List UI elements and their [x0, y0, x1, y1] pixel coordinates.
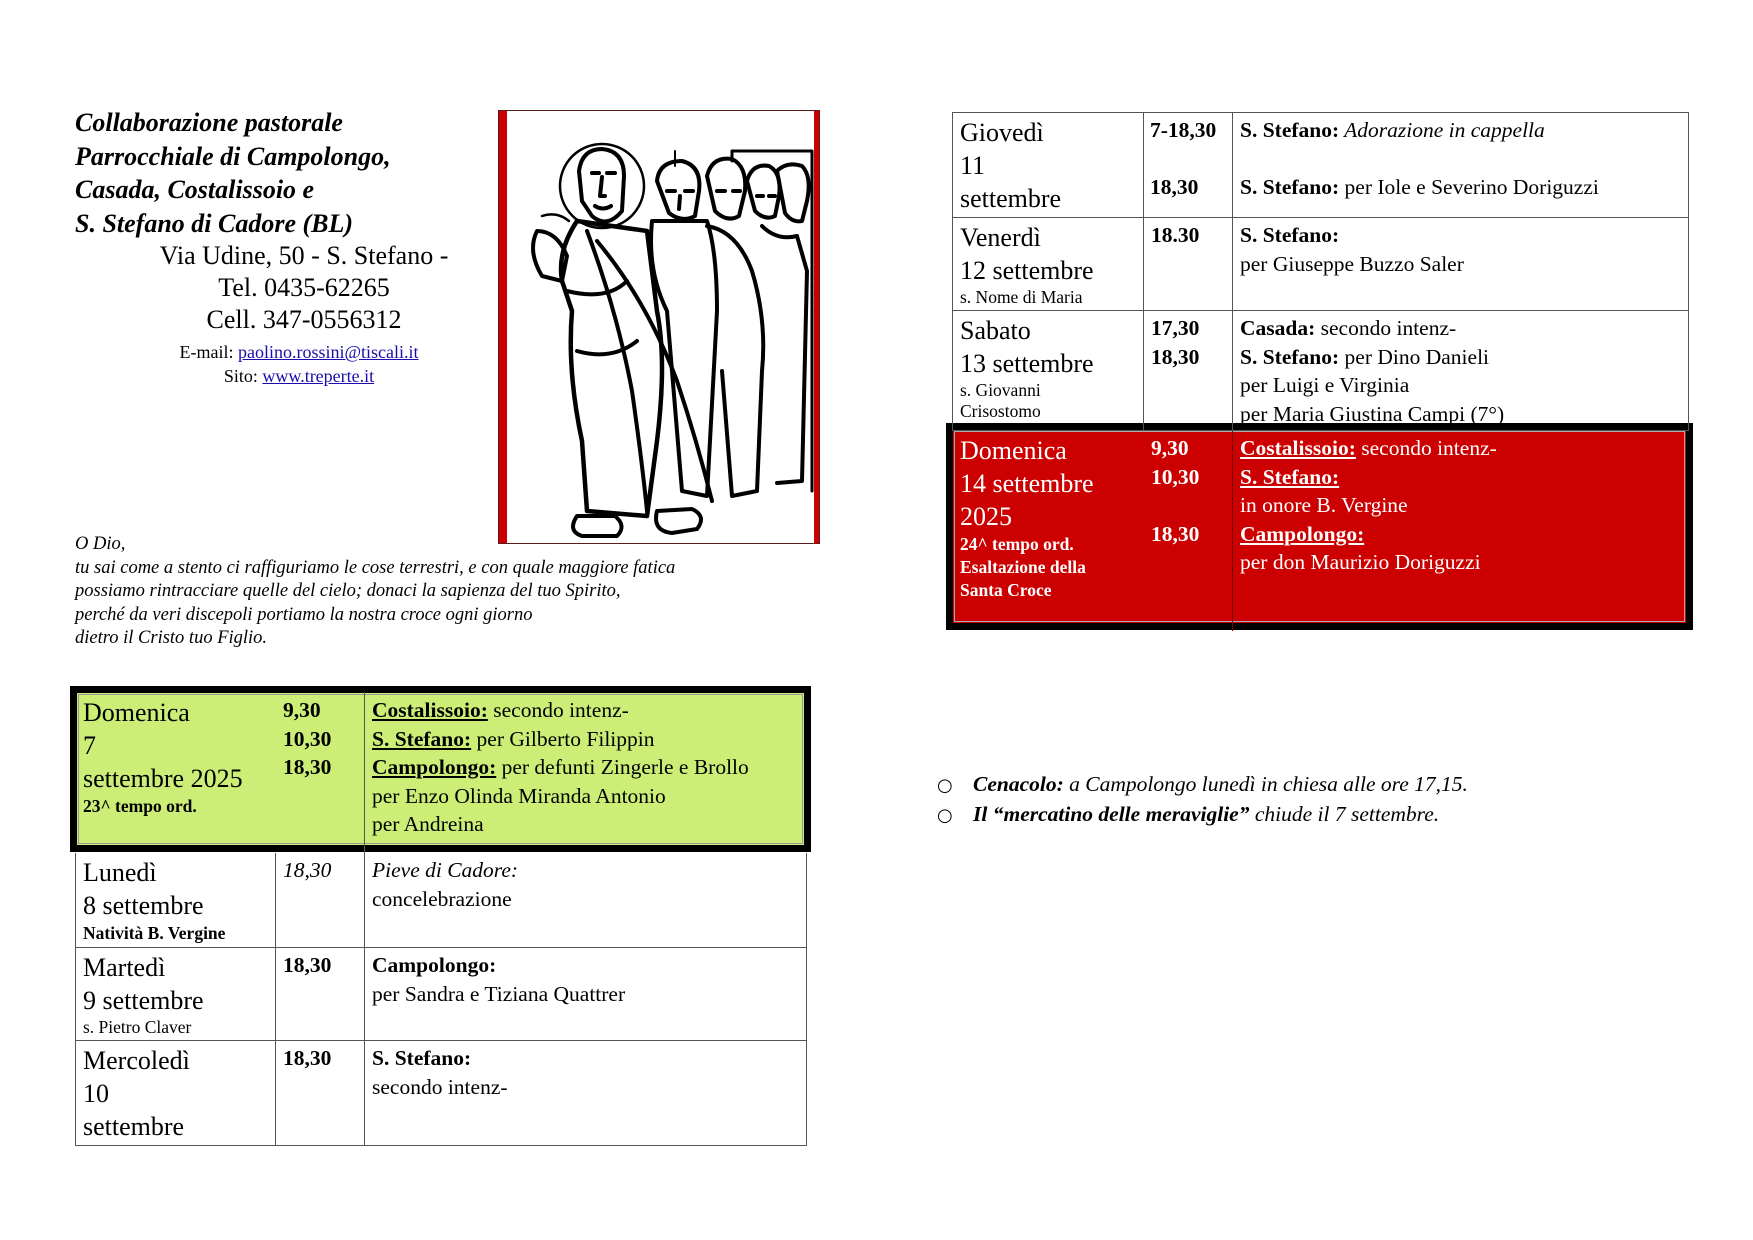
intention-cell — [1233, 218, 1689, 311]
intention: per Andreina — [372, 812, 484, 836]
table-row — [953, 218, 1689, 311]
prayer-text — [75, 533, 835, 651]
date-line: settembre 2025 — [83, 764, 243, 793]
date-line: 11 — [960, 151, 986, 180]
announcement-text: chiude il 7 settembre. — [1249, 802, 1440, 826]
place: S. Stefano: — [372, 1046, 472, 1070]
place: S. Stefano: — [1240, 464, 1340, 489]
time: 18,30 — [1151, 521, 1200, 546]
intention-cell — [1233, 113, 1689, 218]
time: 18,30 — [1151, 344, 1200, 369]
liturgy-note: 23^ tempo ord. — [83, 796, 197, 816]
saint-note: s. Giovanni — [960, 380, 1041, 400]
date-line: 10 — [83, 1079, 109, 1108]
liturgy-note: Natività B. Vergine — [83, 923, 226, 943]
prayer-line: possiamo rintracciare quelle del cielo; donaci la sapienza del tuo Spirito, — [75, 581, 621, 601]
date-line: 2025 — [960, 502, 1012, 531]
place: Costalissoio: — [1240, 436, 1356, 460]
title-line: Collaborazione pastorale — [75, 108, 343, 137]
liturgy-note: Santa Croce — [960, 580, 1052, 600]
title-line: Casada, Costalissoio e — [75, 175, 315, 204]
place: S. Stefano: — [1240, 175, 1340, 199]
intention: per defunti Zingerle e Brollo — [496, 755, 749, 779]
table-row — [76, 853, 807, 948]
list-item — [937, 770, 1468, 800]
table-row — [76, 693, 807, 853]
address: Via Udine, 50 - S. Stefano - — [159, 241, 449, 270]
email-label: E-mail: — [179, 342, 238, 362]
announcements-list — [937, 770, 1468, 830]
telephone: Tel. 0435-62265 — [218, 273, 390, 302]
table-row — [76, 948, 807, 1041]
date-line: 12 settembre — [960, 256, 1094, 285]
intention: secondo intenz- — [1315, 316, 1457, 340]
intention: per Gilberto Filippin — [471, 726, 655, 751]
email-link[interactable]: paolino.rossini@tiscali.it — [237, 342, 419, 362]
bullet-icon: ○ — [937, 805, 953, 826]
day-cell — [953, 431, 1144, 631]
prayer-line: dietro il Cristo tuo Figlio. — [75, 628, 268, 648]
place: S. Stefano: — [1240, 118, 1340, 142]
place: Pieve di Cadore: — [372, 858, 519, 882]
list-item — [937, 800, 1468, 830]
time-cell — [276, 948, 365, 1041]
intention-cell — [365, 948, 807, 1041]
intention: per don Maurizio Doriguzzi — [1240, 550, 1481, 574]
place: Campolongo: — [372, 755, 497, 779]
time-cell — [1144, 311, 1233, 431]
day-cell — [76, 1041, 276, 1146]
time: 10,30 — [1151, 464, 1200, 489]
table-row — [953, 311, 1689, 431]
cellphone: Cell. 347-0556312 — [206, 305, 402, 334]
jesus-with-disciples-illustration — [498, 110, 820, 544]
saint-note: s. Pietro Claver — [83, 1017, 192, 1037]
title-line: Parrocchiale di Campolongo, — [75, 141, 391, 171]
time-cell — [1144, 218, 1233, 311]
intention-cell — [1233, 431, 1689, 631]
date-line: 13 settembre — [960, 349, 1094, 378]
site-label: Sito: — [223, 366, 263, 386]
time-cell — [276, 853, 365, 948]
day-name: Lunedì — [83, 858, 157, 887]
frame-bar-left — [499, 111, 507, 543]
intention: secondo intenz- — [1355, 436, 1497, 460]
saint-note: s. Nome di Maria — [960, 287, 1083, 307]
address-block — [75, 240, 505, 336]
intention-cell — [365, 1041, 807, 1146]
intention: secondo intenz- — [372, 1074, 508, 1099]
title-line: S. Stefano di Cadore (BL) — [75, 208, 354, 238]
time: 10,30 — [283, 726, 332, 751]
intention: concelebrazione — [372, 886, 512, 911]
intention: per Enzo Olinda Miranda Antonio — [372, 783, 666, 808]
intention: Adorazione in cappella — [1339, 118, 1545, 142]
date-line: settembre — [83, 1112, 185, 1141]
day-cell — [953, 311, 1144, 431]
date-line: 8 settembre — [83, 891, 204, 920]
date-line: 9 settembre — [83, 986, 204, 1015]
bullet-icon: ○ — [937, 775, 953, 796]
day-cell — [76, 853, 276, 948]
day-name: Mercoledì — [83, 1046, 190, 1075]
day-name: Giovedì — [960, 118, 1044, 147]
liturgy-note: Esaltazione della — [960, 557, 1086, 577]
date-line: settembre — [960, 184, 1062, 213]
day-name: Domenica — [960, 436, 1067, 465]
time: 18,30 — [283, 1046, 332, 1070]
date-line: 7 — [83, 731, 96, 760]
schedule-table-left — [75, 692, 807, 1146]
day-name: Domenica — [83, 698, 190, 727]
intention: per Luigi e Virginia — [1240, 373, 1410, 397]
place: S. Stefano: — [1240, 223, 1340, 247]
liturgy-note: 24^ tempo ord. — [960, 534, 1074, 554]
time: 17,30 — [1151, 316, 1200, 340]
day-name: Venerdì — [960, 223, 1041, 252]
day-cell — [76, 693, 276, 853]
time: 18,30 — [1150, 175, 1199, 199]
day-cell — [953, 113, 1144, 218]
illustration-drawing-icon — [507, 111, 816, 543]
time: 18,30 — [283, 755, 332, 779]
parish-title — [75, 106, 505, 240]
day-name: Martedì — [83, 953, 166, 982]
day-cell — [953, 218, 1144, 311]
time: 18.30 — [1151, 223, 1200, 247]
time: 7-18,30 — [1150, 118, 1217, 142]
day-cell — [76, 948, 276, 1041]
time-cell — [276, 693, 365, 853]
place: Costalissoio: — [372, 698, 488, 722]
place: Casada: — [1240, 316, 1316, 340]
prayer-line: tu sai come a stento ci raffiguriamo le cose terrestri, e con quale maggiore fatica — [75, 557, 676, 578]
contact-block — [75, 340, 505, 388]
intention: secondo intenz- — [487, 698, 629, 722]
announcement-title: Il “mercatino delle meraviglie” — [973, 802, 1250, 826]
time: 18,30 — [283, 953, 332, 977]
place: S. Stefano: — [1240, 344, 1340, 369]
intention: per Dino Danieli — [1339, 344, 1490, 369]
table-row — [953, 113, 1689, 218]
intention: in onore B. Vergine — [1240, 493, 1408, 517]
prayer-line: O Dio, — [75, 534, 126, 554]
place: Campolongo: — [372, 953, 497, 977]
time: 18,30 — [283, 858, 332, 882]
table-row — [953, 431, 1689, 631]
place: Campolongo: — [1240, 521, 1365, 546]
day-name: Sabato — [960, 316, 1031, 345]
schedule-table-right — [952, 112, 1689, 631]
prayer-line: perché da veri discepoli portiamo la nostra croce ogni giorno — [75, 604, 533, 625]
intention: per Maria Giustina Campi (7°) — [1240, 401, 1505, 426]
website-link[interactable]: www.treperte.it — [262, 366, 375, 386]
time-cell — [276, 1041, 365, 1146]
table-row — [76, 1041, 807, 1146]
time-cell — [1144, 431, 1233, 631]
announcement-text: a Campolongo lunedì in chiesa alle ore 17,15. — [1063, 772, 1468, 796]
intention: per Sandra e Tiziana Quattrer — [372, 981, 626, 1006]
saint-note: Crisostomo — [960, 401, 1041, 421]
date-line: 14 settembre — [960, 469, 1094, 498]
intention-cell — [365, 693, 807, 853]
time-cell — [1144, 113, 1233, 218]
intention: per Giuseppe Buzzo Saler — [1240, 251, 1464, 276]
announcement-title: Cenacolo: — [973, 772, 1064, 796]
time: 9,30 — [283, 698, 321, 722]
intention-cell — [365, 853, 807, 948]
time: 9,30 — [1151, 436, 1189, 460]
intention: per Iole e Severino Doriguzzi — [1339, 175, 1599, 199]
intention-cell — [1233, 311, 1689, 431]
place: S. Stefano: — [372, 726, 472, 751]
